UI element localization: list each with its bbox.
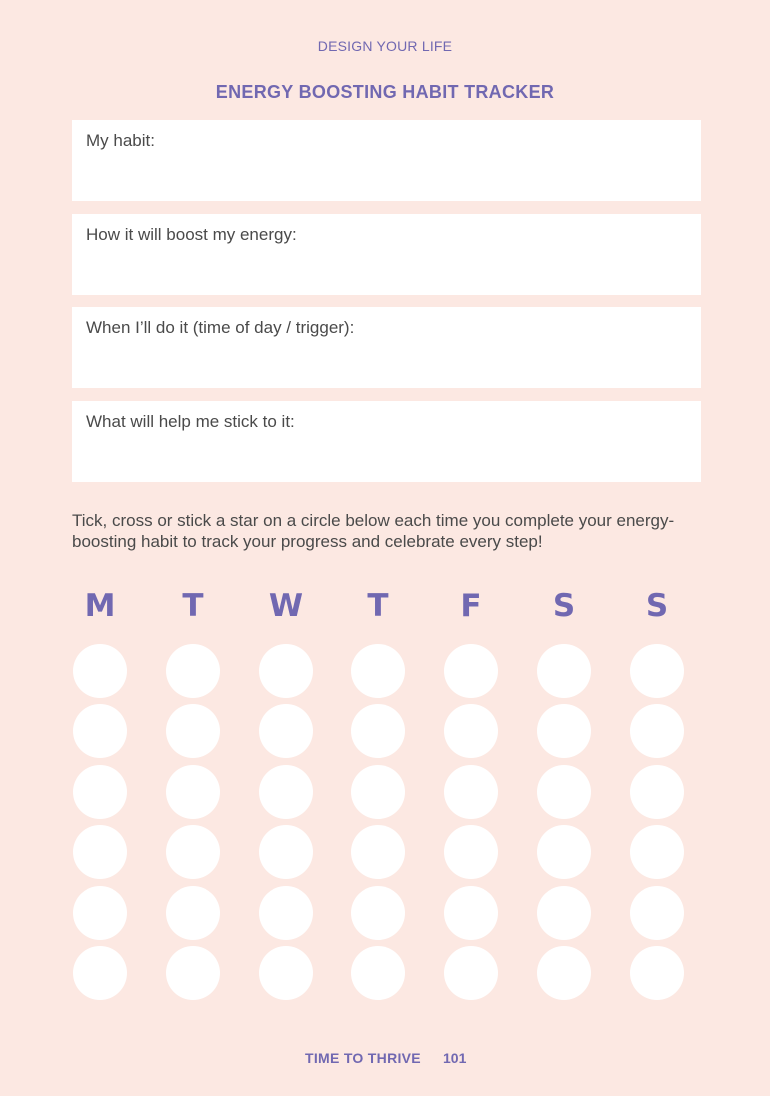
tracker-circle[interactable] <box>351 825 405 879</box>
tracker-circle[interactable] <box>444 644 498 698</box>
tracker-circle[interactable] <box>259 946 313 1000</box>
tracker-circle[interactable] <box>259 886 313 940</box>
tracker-circle[interactable] <box>537 886 591 940</box>
habit-field-label: My habit: <box>86 131 155 150</box>
timing-field[interactable] <box>72 307 701 388</box>
tracker-circle[interactable] <box>630 644 684 698</box>
tracker-circle[interactable] <box>630 765 684 819</box>
tracker-circle[interactable] <box>73 886 127 940</box>
tracker-circle[interactable] <box>537 765 591 819</box>
tracker-circle[interactable] <box>73 704 127 758</box>
page-title: ENERGY BOOSTING HABIT TRACKER <box>215 82 555 102</box>
day-label: M <box>84 588 116 624</box>
tracker-circle[interactable] <box>166 644 220 698</box>
support-field-label: What will help me stick to it: <box>86 412 295 431</box>
energy-boost-field-label: How it will boost my energy: <box>86 225 297 244</box>
timing-field-label: When I’ll do it (time of day / trigger): <box>86 318 355 337</box>
tracker-circle[interactable] <box>73 644 127 698</box>
tracker-circle[interactable] <box>166 825 220 879</box>
tracker-circle[interactable] <box>444 825 498 879</box>
day-label: T <box>182 588 204 624</box>
tracker-circle[interactable] <box>444 765 498 819</box>
tracker-circle[interactable] <box>73 765 127 819</box>
tracker-circle[interactable] <box>537 644 591 698</box>
tracker-circle[interactable] <box>351 886 405 940</box>
tracker-circle[interactable] <box>166 886 220 940</box>
tracker-circle[interactable] <box>537 825 591 879</box>
tracker-circle[interactable] <box>351 644 405 698</box>
tracker-circle[interactable] <box>73 946 127 1000</box>
tracker-circle[interactable] <box>444 886 498 940</box>
tracker-circle[interactable] <box>630 825 684 879</box>
tracker-circle[interactable] <box>73 825 127 879</box>
day-label: W <box>268 588 304 624</box>
instructions-text: Tick, cross or stick a star on a circle below each time you complete your energy-boosting habit to track your progress and celebrate every step! <box>72 511 675 551</box>
tracker-circle[interactable] <box>259 704 313 758</box>
day-label: S <box>645 588 669 624</box>
tracker-circle[interactable] <box>166 946 220 1000</box>
tracker-circle[interactable] <box>630 946 684 1000</box>
tracker-circle[interactable] <box>259 825 313 879</box>
section-label: DESIGN YOUR LIFE <box>317 38 453 54</box>
tracker-circle[interactable] <box>166 704 220 758</box>
tracker-circle[interactable] <box>537 704 591 758</box>
tracker-circle[interactable] <box>351 946 405 1000</box>
habit-field[interactable] <box>72 120 701 201</box>
tracker-circle[interactable] <box>166 765 220 819</box>
tracker-circle[interactable] <box>444 704 498 758</box>
day-label: F <box>460 588 482 624</box>
tracker-circle[interactable] <box>351 765 405 819</box>
tracker-circle[interactable] <box>259 765 313 819</box>
tracker-circle[interactable] <box>351 704 405 758</box>
tracker-circle[interactable] <box>259 644 313 698</box>
tracker-circle[interactable] <box>630 704 684 758</box>
energy-boost-field[interactable] <box>72 214 701 295</box>
page-number: 101 <box>443 1050 467 1066</box>
day-label: S <box>552 588 576 624</box>
footer-book-title: TIME TO THRIVE <box>305 1050 421 1066</box>
day-label: T <box>367 588 389 624</box>
support-field[interactable] <box>72 401 701 482</box>
tracker-circle[interactable] <box>444 946 498 1000</box>
tracker-circle[interactable] <box>630 886 684 940</box>
tracker-circle[interactable] <box>537 946 591 1000</box>
